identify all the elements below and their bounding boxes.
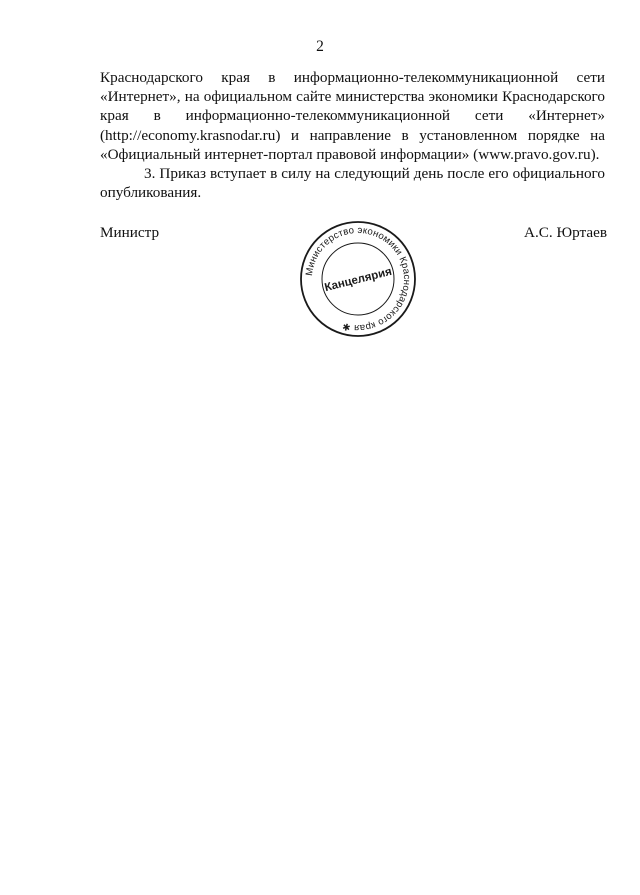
signature-title: Министр (100, 224, 160, 241)
page-number: 2 (316, 38, 324, 55)
text-line: опубликования. (100, 184, 202, 202)
text-line: «Официальный интернет-портал правовой информации» (www.pravo.gov.ru). (100, 145, 600, 163)
text-line: «Интернет», на официальном сайте министерства экономики Краснодарского (100, 88, 605, 106)
text-line: (http://economy.krasnodar.ru) и направление в установленном порядке на (100, 126, 605, 144)
text-line: края в информационно-телекоммуникационной сети «Интернет» (100, 107, 605, 125)
paragraph-3 (100, 164, 605, 202)
text-line: 3. Приказ вступает в силу на следующий день после его официального (144, 165, 605, 183)
seal-center-text: Канцелярия (323, 265, 394, 295)
document-body (100, 68, 605, 202)
seal-ring-textpath: Министерство экономики Краснодарского края ✱ (303, 224, 413, 334)
official-seal-stamp (298, 219, 418, 339)
signature-name: А.С. Юртаев (524, 224, 607, 241)
paragraph-continued (100, 68, 605, 164)
text-line: Краснодарского края в информационно-телекоммуникационной сети (100, 69, 605, 86)
